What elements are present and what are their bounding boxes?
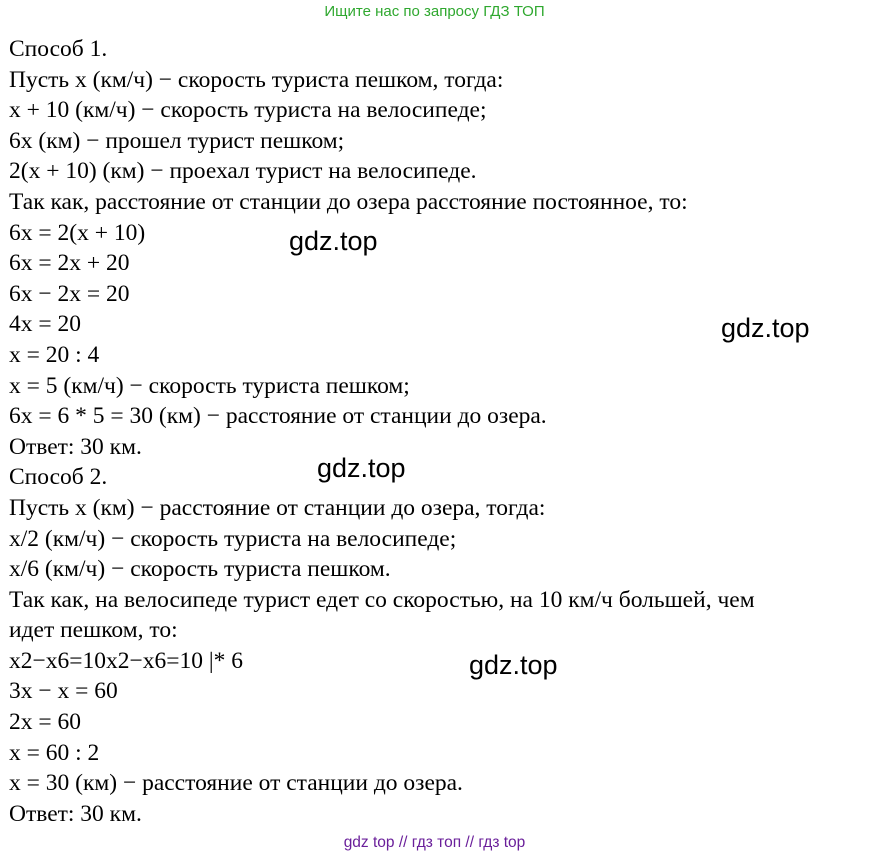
watermark: gdz.top: [469, 650, 558, 680]
text-line: 6x = 6 * 5 = 30 (км) − расстояние от станции до озера.: [9, 403, 547, 430]
text-line: x + 10 (км/ч) − скорость туриста на велосипеде;: [9, 97, 487, 124]
text-line: Так как, на велосипеде турист едет со скоростью, на 10 км/ч большей, чем: [9, 586, 755, 613]
footer-links[interactable]: gdz top // гдз топ // гдз top: [343, 834, 526, 851]
equation-line: 2x = 60: [9, 709, 82, 736]
text-line: 6x (км) − прошел турист пешком;: [9, 127, 345, 154]
text-line: Пусть x (км) − расстояние от станции до озера, тогда:: [9, 494, 546, 521]
equation-line: 4x = 20: [9, 311, 82, 338]
equation-line: 6x = 2x + 20: [9, 250, 130, 277]
equation-line: x = 20 : 4: [9, 341, 100, 368]
equation-line: x = 60 : 2: [9, 739, 100, 766]
method-1-heading: Способ 1.: [9, 36, 108, 62]
equation-line: 6x = 2(x + 10): [9, 219, 146, 246]
text-line: x = 5 (км/ч) − скорость туриста пешком;: [9, 372, 410, 399]
watermark: gdz.top: [721, 313, 810, 343]
text-line: идет пешком, то:: [9, 617, 178, 644]
text-line: 2(x + 10) (км) − проехал турист на велосипеде.: [9, 158, 477, 185]
answer-line: Ответ: 30 км.: [9, 800, 142, 827]
equation-line: x2−x6=10x2−x6=10 |* 6: [9, 647, 243, 674]
equation-line: 6x − 2x = 20: [9, 280, 130, 307]
solution-text: [9, 34, 869, 829]
watermark: gdz.top: [317, 453, 406, 483]
text-line: x = 30 (км) − расстояние от станции до озера.: [9, 770, 463, 797]
text-line: Так как, расстояние от станции до озера расстояние постоянное, то:: [9, 188, 688, 215]
text-line: x/6 (км/ч) − скорость туриста пешком.: [9, 556, 391, 583]
top-banner[interactable]: Ищите нас по запросу ГДЗ ТОП: [324, 3, 545, 20]
watermark: gdz.top: [289, 226, 378, 256]
answer-line: Ответ: 30 км.: [9, 433, 142, 460]
text-line: Пусть x (км/ч) − скорость туриста пешком, тогда:: [9, 66, 504, 93]
equation-line: 3x − x = 60: [9, 678, 118, 705]
text-line: x/2 (км/ч) − скорость туриста на велосипеде;: [9, 525, 457, 552]
method-2-heading: Способ 2.: [9, 464, 108, 491]
